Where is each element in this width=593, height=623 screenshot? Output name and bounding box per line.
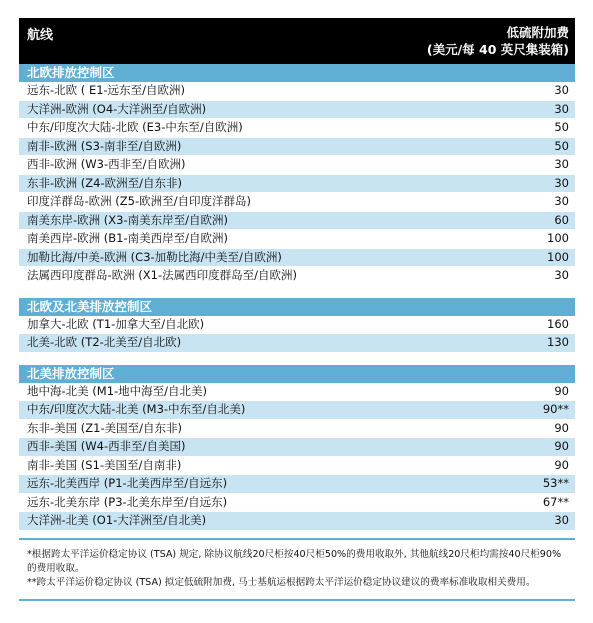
section xyxy=(19,298,575,353)
table-row xyxy=(19,156,575,175)
fee-column-header-line2: (美元/每 40 英尺集装箱) xyxy=(426,42,569,57)
table-row xyxy=(19,512,575,531)
footnote-2: **跨太平洋运价稳定协议 (TSA) 拟定低硫附加费, 马士基航运根据跨太平洋运价稳定协议建议的费率标准收取相关费用。 xyxy=(27,576,536,588)
fee-value: 30 xyxy=(554,194,569,208)
section xyxy=(19,365,575,531)
route-name: 印度洋群岛-欧洲 (Z5-欧洲至/自印度洋群岛) xyxy=(27,194,251,208)
fee-value: 90 xyxy=(554,420,569,435)
fee-value: 50 xyxy=(554,120,569,134)
table-row xyxy=(19,193,575,212)
route-name: 远东-北美东岸 (P3-北美东岸至/自远东) xyxy=(27,494,228,509)
table-row xyxy=(19,212,575,231)
fee-value: 30 xyxy=(554,268,569,282)
fee-value: 30 xyxy=(554,157,569,171)
section-spacer xyxy=(19,286,575,298)
fee-column-header xyxy=(427,24,569,58)
fee-value: 30 xyxy=(554,513,569,527)
fee-value: 30 xyxy=(554,175,569,190)
route-name: 法属西印度群岛-欧洲 (X1-法属西印度群岛至/自欧洲) xyxy=(27,268,297,282)
route-name: 大洋洲-欧洲 (O4-大洋洲至/自欧洲) xyxy=(27,101,207,116)
route-name: 西非-欧洲 (W3-西非至/自欧洲) xyxy=(27,157,186,171)
table-row xyxy=(19,457,575,476)
fee-value: 30 xyxy=(554,83,569,97)
section-title: 北欧排放控制区 xyxy=(19,64,575,82)
footnotes xyxy=(19,538,575,601)
fee-value: 60 xyxy=(554,212,569,227)
table-row xyxy=(19,420,575,439)
surcharge-table xyxy=(19,18,575,601)
fee-value: 100 xyxy=(547,231,569,245)
section-title: 北欧及北美排放控制区 xyxy=(19,298,575,316)
fee-value: 53** xyxy=(542,476,569,490)
fee-value: 50 xyxy=(554,138,569,153)
fee-value: 90 xyxy=(554,383,569,398)
route-name: 南美西岸-欧洲 (B1-南美西岸至/自欧洲) xyxy=(27,231,229,245)
table-row xyxy=(19,119,575,138)
fee-value: 160 xyxy=(547,316,569,331)
route-name: 大洋洲-北美 (O1-大洋洲至/自北美) xyxy=(27,513,207,527)
table-header xyxy=(19,18,575,64)
route-name: 加勒比海/中美-欧洲 (C3-加勒比海/中美至/自欧洲) xyxy=(27,249,282,264)
table-row xyxy=(19,316,575,335)
route-name: 东非-美国 (Z1-美国至/自东非) xyxy=(27,420,182,435)
section-spacer xyxy=(19,353,575,365)
fee-value: 130 xyxy=(547,335,569,349)
route-name: 南非-欧洲 (S3-南非至/自欧洲) xyxy=(27,138,182,153)
route-name: 南非-美国 (S1-美国至/自南非) xyxy=(27,457,182,472)
table-row xyxy=(19,249,575,268)
route-name: 加拿大-北欧 (T1-加拿大至/自北欧) xyxy=(27,316,205,331)
table-row xyxy=(19,475,575,494)
section xyxy=(19,64,575,286)
route-column-header: 航线 xyxy=(27,28,54,43)
table-row xyxy=(19,494,575,513)
table-row xyxy=(19,383,575,402)
fee-column-header-line1: 低硫附加费 xyxy=(506,25,569,40)
table-row xyxy=(19,334,575,353)
table-row xyxy=(19,82,575,101)
fee-value: 90** xyxy=(542,402,569,416)
table-row xyxy=(19,230,575,249)
section-title: 北美排放控制区 xyxy=(19,365,575,383)
footnote-1: *根据跨太平洋运价稳定协议 (TSA) 规定, 除协议航线20尺柜按40尺柜50%的费用收取外, 其他航线20尺柜均需按40尺柜90%的费用收取。 xyxy=(27,548,562,574)
route-name: 中东/印度次大陆-北美 (M3-中东至/自北美) xyxy=(27,402,246,416)
route-name: 北美-北欧 (T2-北美至/自北欧) xyxy=(27,335,182,349)
fee-value: 90 xyxy=(554,439,569,453)
table-row xyxy=(19,138,575,157)
route-name: 地中海-北美 (M1-地中海至/自北美) xyxy=(27,383,208,398)
table-row xyxy=(19,438,575,457)
sections-container xyxy=(19,64,575,531)
fee-value: 67** xyxy=(542,494,569,509)
fee-value: 90 xyxy=(554,457,569,472)
table-row xyxy=(19,267,575,286)
table-row xyxy=(19,401,575,420)
route-name: 南美东岸-欧洲 (X3-南美东岸至/自欧洲) xyxy=(27,212,228,227)
route-name: 远东-北欧 ( E1-远东至/自欧洲) xyxy=(27,83,186,97)
route-name: 远东-北美西岸 (P1-北美西岸至/自远东) xyxy=(27,476,228,490)
fee-value: 30 xyxy=(554,101,569,116)
route-name: 东非-欧洲 (Z4-欧洲至/自东非) xyxy=(27,175,182,190)
fee-value: 100 xyxy=(547,249,569,264)
table-row xyxy=(19,175,575,194)
route-name: 西非-美国 (W4-西非至/自美国) xyxy=(27,439,186,453)
route-name: 中东/印度次大陆-北欧 (E3-中东至/自欧洲) xyxy=(27,120,243,134)
table-row xyxy=(19,101,575,120)
